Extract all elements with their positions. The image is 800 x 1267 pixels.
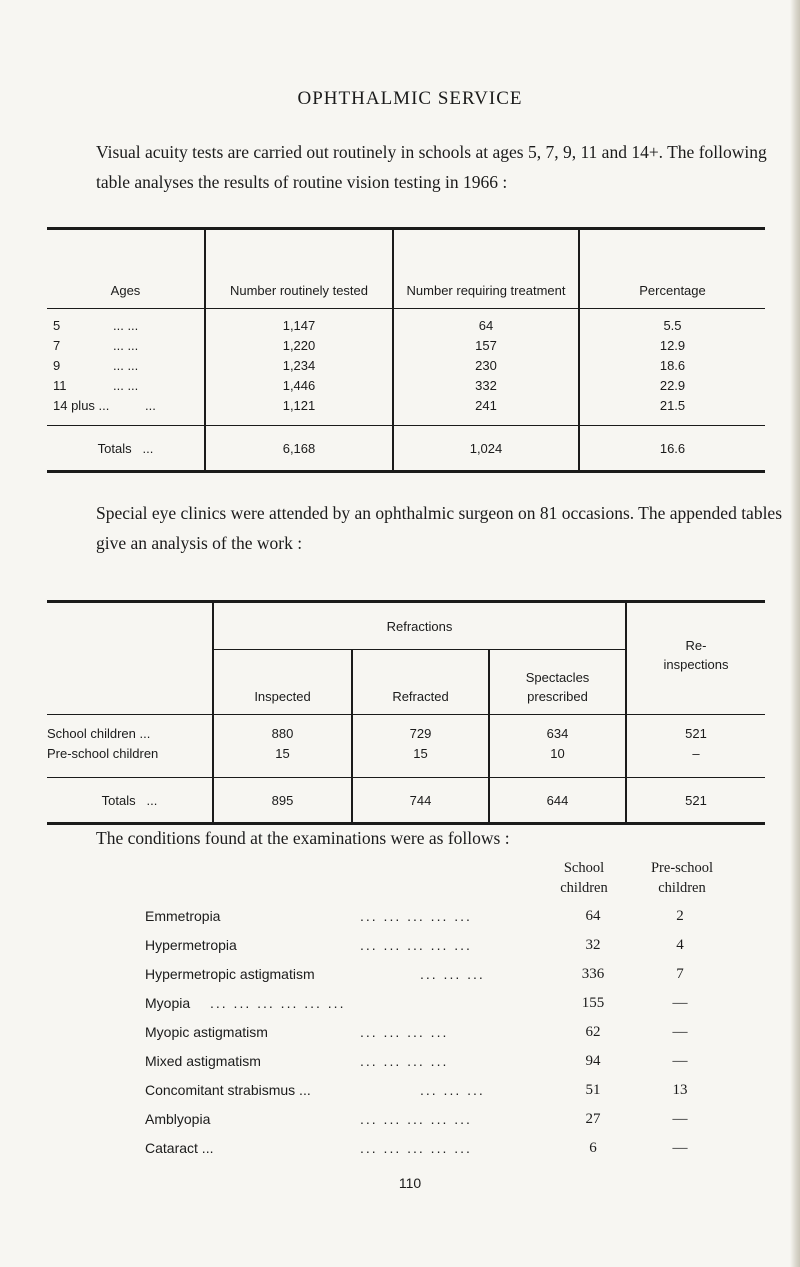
table-row	[47, 335, 765, 355]
table-row	[47, 743, 765, 763]
leader-dots: ...	[145, 397, 156, 413]
column-header-percentage: Percentage	[579, 229, 765, 309]
condition-name: Emmetropia	[145, 908, 221, 924]
school-count: 94	[585, 1053, 601, 1069]
list-item	[145, 908, 745, 930]
totals-refracted: 744	[352, 778, 489, 824]
condition-name: Cataract ...	[145, 1140, 214, 1156]
vision-testing-table	[47, 227, 765, 473]
tested-cell: 1,220	[205, 335, 393, 355]
school-count: 64	[585, 908, 601, 924]
percentage-cell: 12.9	[579, 335, 765, 355]
leader-dots: ... ...	[113, 357, 139, 373]
column-header-reinspections: Re- inspections	[626, 602, 765, 715]
column-header-inspected: Inspected	[213, 650, 352, 715]
preschool-count: 4	[676, 937, 684, 953]
school-count: 51	[585, 1082, 601, 1098]
column-header-treatment: Number requiring treatment	[393, 229, 579, 309]
preschool-count: 2	[676, 908, 684, 924]
treatment-cell: 332	[393, 375, 579, 395]
condition-name: Hypermetropic astigmatism	[145, 966, 315, 982]
leader-dots: ... ...	[113, 377, 139, 393]
condition-name: Myopic astigmatism	[145, 1024, 268, 1040]
clinics-paragraph: Special eye clinics were attended by an ophthalmic surgeon on 81 occasions. The appended tables give an analysis of the work :	[96, 503, 783, 553]
school-count: 155	[581, 995, 605, 1011]
condition-name: Concomitant strabismus ...	[145, 1082, 311, 1098]
table-row	[47, 355, 765, 375]
condition-name: Mixed astigmatism	[145, 1053, 261, 1069]
preschool-count: —	[672, 1140, 688, 1156]
list-item	[145, 966, 745, 988]
preschool-count: —	[672, 1024, 688, 1040]
totals-reinspections: 521	[626, 778, 765, 824]
list-item	[145, 1082, 745, 1104]
totals-treatment: 1,024	[393, 426, 579, 472]
leader-dots: ... ... ... ... ...	[360, 937, 472, 953]
row-label: Pre-school children	[47, 745, 159, 761]
treatment-cell: 241	[393, 395, 579, 415]
column-header-tested: Number routinely tested	[205, 229, 393, 309]
list-item	[145, 1053, 745, 1075]
list-item	[145, 995, 745, 1017]
list-item	[145, 937, 745, 959]
leader-dots: ... ...	[113, 317, 139, 333]
totals-spectacles: 644	[489, 778, 626, 824]
column-header-ages: Ages	[47, 229, 205, 309]
totals-tested: 6,168	[205, 426, 393, 472]
school-count: 32	[585, 937, 601, 953]
reinspections-cell: –	[626, 743, 765, 763]
column-header-preschool: Pre-school children	[650, 860, 713, 896]
percentage-cell: 22.9	[579, 375, 765, 395]
age-label: 5	[53, 317, 61, 333]
school-count: 27	[585, 1111, 601, 1127]
leader-dots: ... ... ...	[420, 1082, 485, 1098]
leader-dots: ... ... ... ...	[360, 1053, 449, 1069]
table-row	[47, 375, 765, 395]
list-item	[145, 1024, 745, 1046]
inspected-cell: 880	[213, 723, 352, 743]
table-row	[47, 723, 765, 743]
refractions-group-header: Refractions	[213, 602, 626, 650]
totals-row	[47, 426, 765, 472]
preschool-count: 7	[676, 966, 684, 982]
leader-dots: ... ... ... ... ...	[360, 908, 472, 924]
preschool-count: 13	[672, 1082, 688, 1098]
school-count: 6	[589, 1140, 597, 1156]
condition-name: Amblyopia	[145, 1111, 211, 1127]
preschool-count: —	[672, 1053, 688, 1069]
leader-dots: ... ... ... ...	[360, 1024, 449, 1040]
reinspections-cell: 521	[626, 723, 765, 743]
conditions-paragraph: The conditions found at the examinations were as follows :	[96, 828, 510, 848]
column-header-school: School children	[560, 860, 608, 896]
page-title: OPHTHALMIC SERVICE	[297, 88, 523, 109]
school-count: 336	[581, 966, 605, 982]
age-label: 7	[53, 337, 61, 353]
leader-dots: ... ...	[113, 337, 139, 353]
preschool-count: —	[672, 995, 688, 1011]
leader-dots: ... ... ... ... ...	[360, 1140, 472, 1156]
school-count: 62	[585, 1024, 601, 1040]
leader-dots: ...	[146, 792, 158, 808]
leader-dots: ...	[142, 440, 154, 456]
spectacles-cell: 10	[489, 743, 626, 763]
totals-percentage: 16.6	[579, 426, 765, 472]
list-item	[145, 1140, 745, 1162]
refracted-cell: 729	[352, 723, 489, 743]
column-header-spectacles: Spectacles prescribed	[489, 650, 626, 715]
row-label: School children ...	[47, 725, 151, 741]
tested-cell: 1,446	[205, 375, 393, 395]
list-item	[145, 1111, 745, 1133]
page-edge-shadow	[790, 0, 800, 1267]
table-row	[47, 395, 765, 415]
spectacles-cell: 634	[489, 723, 626, 743]
age-label: 11	[53, 377, 67, 393]
condition-name: Myopia	[145, 995, 191, 1011]
leader-dots: ... ... ... ... ...	[360, 1111, 472, 1127]
age-label: 9	[53, 357, 61, 373]
preschool-count: —	[672, 1111, 688, 1127]
table-row	[47, 315, 765, 335]
leader-dots: ... ... ... ... ... ...	[210, 995, 346, 1011]
intro-paragraph: Visual acuity tests are carried out routinely in schools at ages 5, 7, 9, 11 and 14+. The following table analyses the results of routine vision testing in 1966 :	[96, 142, 767, 192]
refracted-cell: 15	[352, 743, 489, 763]
tested-cell: 1,234	[205, 355, 393, 375]
age-label: 14 plus ...	[53, 397, 110, 413]
refractions-table	[47, 600, 765, 825]
inspected-cell: 15	[213, 743, 352, 763]
totals-inspected: 895	[213, 778, 352, 824]
treatment-cell: 230	[393, 355, 579, 375]
treatment-cell: 157	[393, 335, 579, 355]
totals-label: Totals	[97, 440, 132, 456]
totals-label: Totals	[101, 792, 136, 808]
percentage-cell: 5.5	[579, 315, 765, 335]
column-header-refracted: Refracted	[352, 650, 489, 715]
percentage-cell: 18.6	[579, 355, 765, 375]
totals-row	[47, 778, 765, 824]
leader-dots: ... ... ...	[420, 966, 485, 982]
tested-cell: 1,121	[205, 395, 393, 415]
treatment-cell: 64	[393, 315, 579, 335]
tested-cell: 1,147	[205, 315, 393, 335]
percentage-cell: 21.5	[579, 395, 765, 415]
row-label-header	[47, 602, 213, 715]
page-number: 110	[398, 1175, 422, 1191]
condition-name: Hypermetropia	[145, 937, 237, 953]
